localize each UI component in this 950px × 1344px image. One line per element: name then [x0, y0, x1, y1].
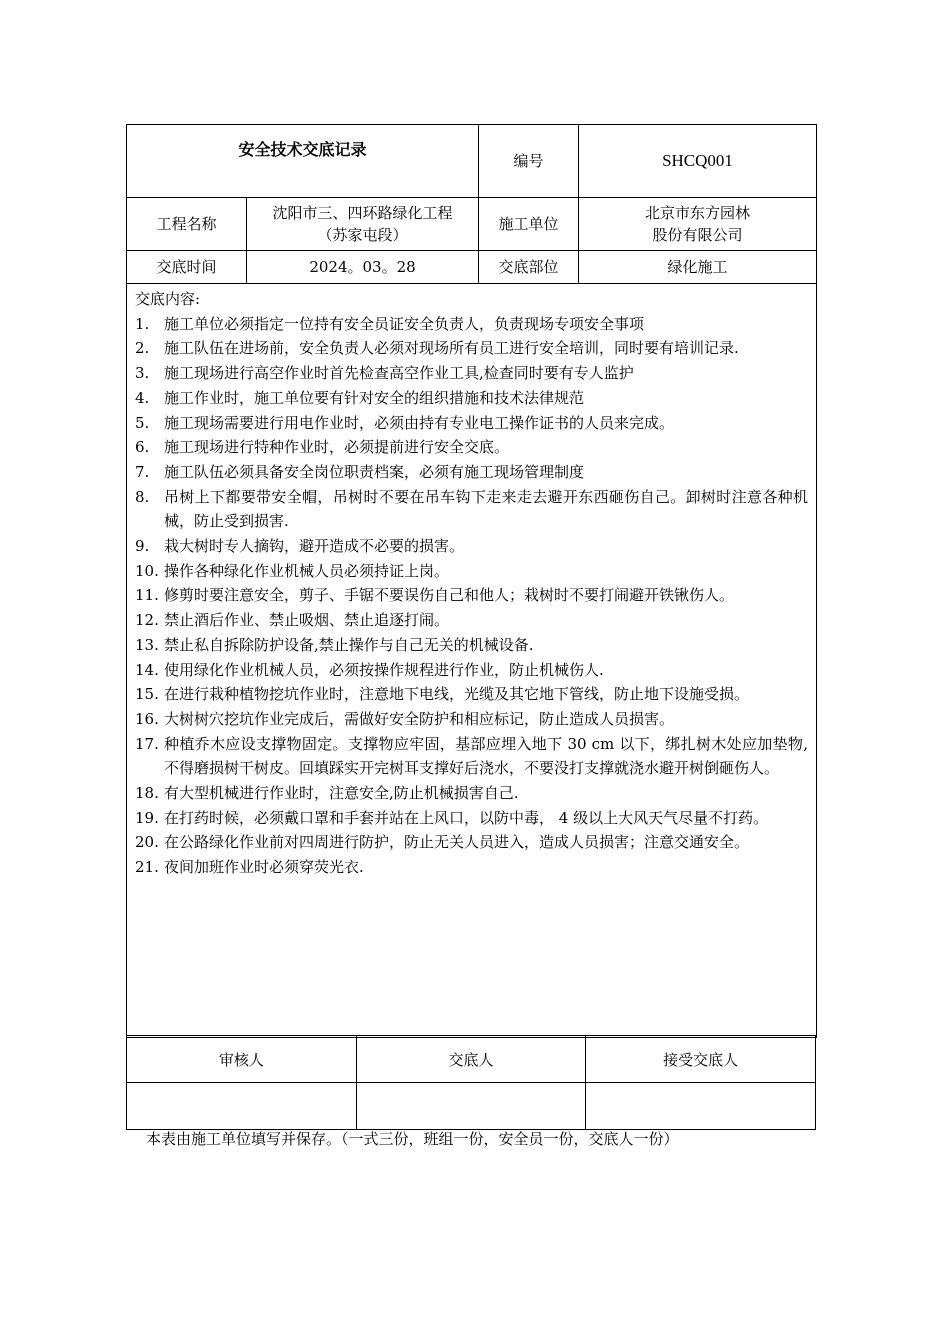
content-item: [135, 361, 808, 386]
discloser-signature-field[interactable]: [356, 1083, 586, 1130]
content-item: [135, 386, 808, 411]
content-item-number: 1.: [135, 314, 150, 333]
content-item: [135, 312, 808, 337]
content-item-number: 21.: [135, 858, 159, 877]
content-item-list: [135, 312, 808, 880]
content-item-number: 17.: [135, 734, 159, 753]
content-item-number: 20.: [135, 833, 159, 852]
content-item-number: 9.: [135, 537, 150, 556]
discloser-label: 交底人: [356, 1036, 586, 1083]
content-item-text: 操作各种绿化作业机械人员必须持证上岗。: [164, 561, 450, 580]
content-item: [135, 534, 808, 559]
content-item: [135, 806, 808, 831]
content-item-number: 18.: [135, 784, 159, 803]
content-item-number: 5.: [135, 413, 150, 432]
content-item: [135, 732, 808, 781]
content-item-number: 19.: [135, 808, 159, 827]
reviewer-label: 审核人: [127, 1036, 357, 1083]
content-item-text: 使用绿化作业机械人员，必须按操作规程进行作业，防止机械伤人.: [164, 660, 604, 679]
content-item-number: 15.: [135, 685, 159, 704]
content-item: [135, 583, 808, 608]
footnote: 本表由施工单位填写并保存。（一式三份，班组一份，安全员一份，交底人一份）: [146, 1130, 679, 1148]
construction-unit-value: [579, 198, 817, 251]
content-item-number: 12.: [135, 611, 159, 630]
content-item-text: 大树树穴挖坑作业完成后，需做好安全防护和相应标记，防止造成人员损害。: [164, 709, 675, 728]
content-item-number: 6.: [135, 438, 150, 457]
project-name-label: 工程名称: [127, 198, 247, 251]
content-item-number: 11.: [135, 586, 159, 605]
content-item: [135, 435, 808, 460]
content-item-number: 14.: [135, 660, 159, 679]
content-item-text: 栽大树时专人摘钩，避开造成不必要的损害。: [164, 537, 465, 556]
content-item-text: 夜间加班作业时必须穿荧光衣.: [164, 858, 364, 877]
content-item-text: 种植乔木应设支撑物固定。支撑物应牢固，基部应埋入地下 30 cm 以下，绑扎树木处应加垫物,不得磨损树干树皮。回填踩实开完树耳支撑好后浇水，不要没打支撑就浇水避开树倒砸伤人。: [164, 734, 809, 778]
content-item-text: 在进行栽种植物挖坑作业时，注意地下电线，光缆及其它地下管线，防止地下设施受损。: [164, 685, 750, 704]
form-title: 安全技术交底记录: [238, 140, 367, 159]
receiver-signature-field[interactable]: [586, 1083, 816, 1130]
content-item-text: 施工队伍在进场前，安全负责人必须对现场所有员工进行安全培训，同时要有培训记录.: [164, 339, 739, 358]
content-item-number: 2.: [135, 339, 150, 358]
content-item: [135, 411, 808, 436]
content-item-text: 吊树上下都要带安全帽，吊树时不要在吊车钩下走来走去避开东西砸伤自己。卸树时注意各种机械，防止受到损害.: [164, 487, 809, 531]
content-item: [135, 460, 808, 485]
signature-table: [126, 1035, 816, 1130]
content-item: [135, 855, 808, 880]
content-item: [135, 559, 808, 584]
content-item: [135, 608, 808, 633]
content-item-text: 施工现场进行高空作业时首先检查高空作业工具,检查同时要有专人监护: [164, 364, 634, 383]
content-item: [135, 781, 808, 806]
content-item-text: 禁止私自拆除防护设备,禁止操作与自己无关的机械设备.: [164, 635, 534, 654]
content-item: [135, 658, 808, 683]
content-heading: 交底内容:: [135, 290, 201, 308]
construction-unit-line2: 股份有限公司: [652, 226, 743, 244]
content-item-text: 施工现场需要进行用电作业时，必须由持有专业电工操作证书的人员来完成。: [164, 413, 675, 432]
content-item-number: 3.: [135, 364, 150, 383]
content-item-text: 在打药时候，必须戴口罩和手套并站在上风口，以防中毒， 4 级以上大风天气尽量不打药。: [164, 808, 769, 827]
content-item-number: 8.: [135, 487, 150, 506]
reviewer-signature-field[interactable]: [127, 1083, 357, 1130]
receiver-label: 接受交底人: [586, 1036, 816, 1083]
content-item-text: 在公路绿化作业前对四周进行防护，防止无关人员进入，造成人员损害；注意交通安全。: [164, 833, 750, 852]
content-item: [135, 633, 808, 658]
content-item-number: 10.: [135, 561, 159, 580]
content-item-text: 禁止酒后作业、禁止吸烟、禁止追逐打闹。: [164, 611, 450, 630]
construction-unit-line1: 北京市东方园林: [645, 204, 751, 222]
project-name-line2: （苏家屯段）: [317, 226, 408, 244]
disclosure-part-label: 交底部位: [479, 251, 579, 284]
form-title-cell: [127, 125, 479, 198]
construction-unit-label: 施工单位: [479, 198, 579, 251]
code-label: 编号: [479, 125, 579, 198]
safety-disclosure-form: [126, 124, 817, 1038]
content-item: [135, 707, 808, 732]
content-item-text: 施工作业时，施工单位要有针对安全的组织措施和技术法律规范: [164, 388, 585, 407]
content-item-text: 施工队伍必须具备安全岗位职责档案，必须有施工现场管理制度: [164, 462, 585, 481]
content-item-number: 7.: [135, 462, 150, 481]
content-item: [135, 485, 808, 534]
content-item-number: 13.: [135, 635, 159, 654]
disclosure-time-label: 交底时间: [127, 251, 247, 284]
project-name-value: [247, 198, 479, 251]
content-item-text: 施工单位必须指定一位持有安全员证安全负责人，负责现场专项安全事项: [164, 314, 645, 333]
code-value: SHCQ001: [579, 125, 817, 198]
content-item: [135, 682, 808, 707]
disclosure-time-value: 2024。03。28: [247, 251, 479, 284]
disclosure-part-value: 绿化施工: [579, 251, 817, 284]
content-item-number: 4.: [135, 388, 150, 407]
content-item: [135, 830, 808, 855]
disclosure-content: [127, 284, 817, 1038]
project-name-line1: 沈阳市三、四环路绿化工程: [272, 204, 453, 222]
content-item-text: 有大型机械进行作业时，注意安全,防止机械损害自己.: [164, 784, 519, 803]
content-item: [135, 336, 808, 361]
content-item-number: 16.: [135, 709, 159, 728]
content-item-text: 修剪时要注意安全，剪子、手锯不要误伤自己和他人；栽树时不要打闹避开铁锹伤人。: [164, 586, 735, 605]
content-item-text: 施工现场进行特种作业时，必须提前进行安全交底。: [164, 438, 510, 457]
